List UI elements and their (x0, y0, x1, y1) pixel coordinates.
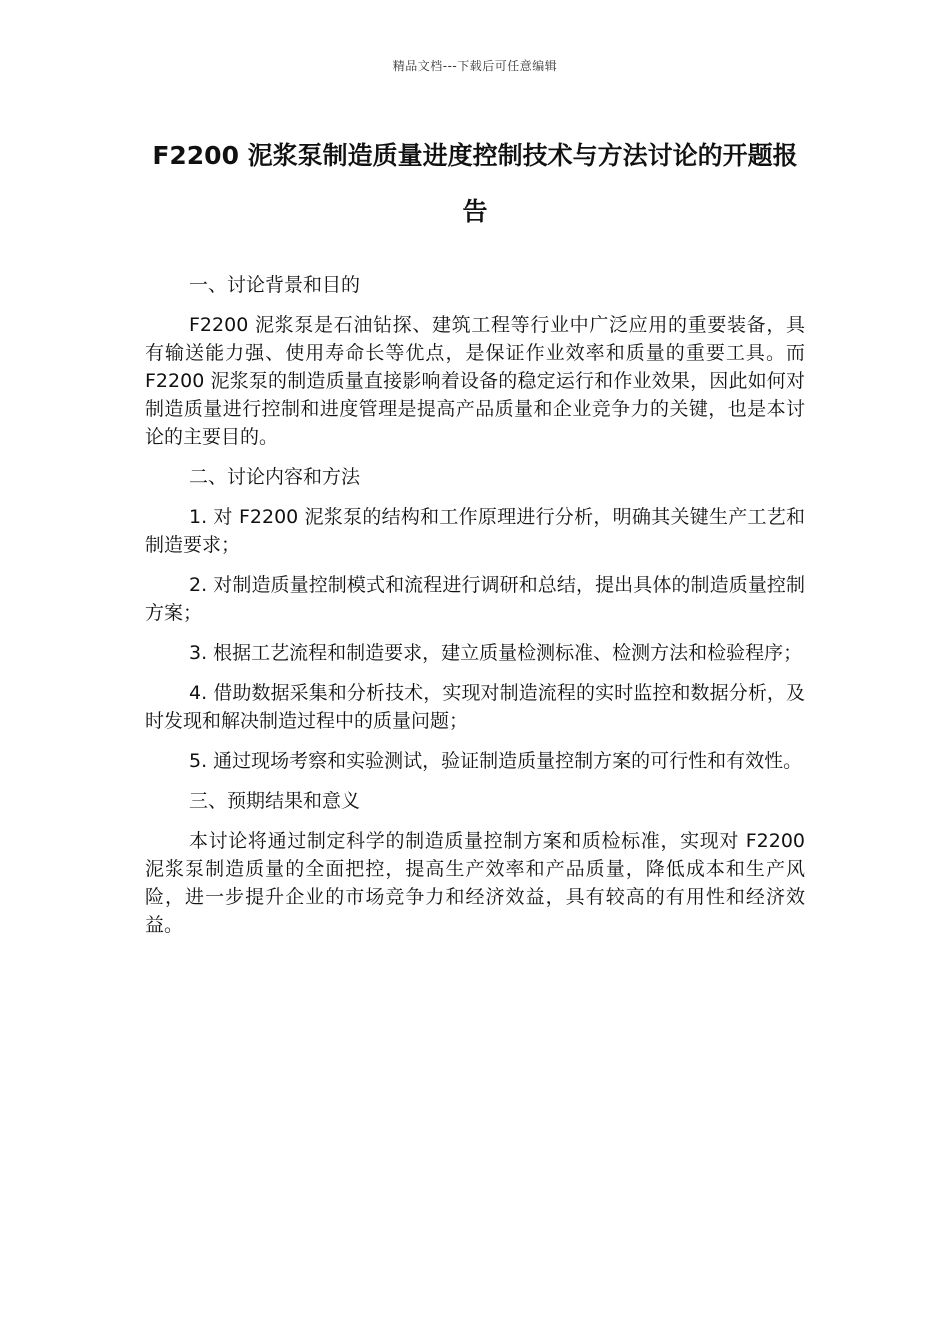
list-item: 4. 借助数据采集和分析技术，实现对制造流程的实时监控和数据分析，及时发现和解决制造过程中的质量问题； (145, 682, 805, 732)
paragraph-background: F2200 泥浆泵是石油钻探、建筑工程等行业中广泛应用的重要装备，具有输送能力强、使用寿命长等优点，是保证作业效率和质量的重要工具。而 F2200 泥浆泵的制造质量直接影响着设备的稳定运行和作业效果，因此如何对制造质量进行控制和进度管理是提高产品质量和企业竞争力的关键，也是本讨论的主要目的。 (145, 314, 805, 448)
list-item: 1. 对 F2200 泥浆泵的结构和工作原理进行分析，明确其关键生产工艺和制造要求； (145, 506, 805, 556)
list-item: 3. 根据工艺流程和制造要求，建立质量检测标准、检测方法和检验程序； (189, 642, 803, 664)
section-heading-content-method: 二、讨论内容和方法 (189, 466, 361, 488)
list-item: 5. 通过现场考察和实验测试，验证制造质量控制方案的可行性和有效性。 (189, 750, 803, 772)
paragraph-expected-results: 本讨论将通过制定科学的制造质量控制方案和质检标准，实现对 F2200 泥浆泵制造质量的全面把控，提高生产效率和产品质量，降低成本和生产风险，进一步提升企业的市场竞争力和经济效益，具有较高的有用性和经济效益。 (145, 830, 805, 936)
list-item: 2. 对制造质量控制模式和流程进行调研和总结，提出具体的制造质量控制方案； (145, 574, 805, 624)
document-title: F2200 泥浆泵制造质量进度控制技术与方法讨论的开题报告 (152, 141, 798, 226)
section-heading-background: 一、讨论背景和目的 (189, 274, 361, 296)
document-body (145, 271, 805, 951)
header-note: 精品文档---下载后可任意编辑 (392, 59, 558, 73)
section-heading-expected-results: 三、预期结果和意义 (189, 790, 361, 812)
